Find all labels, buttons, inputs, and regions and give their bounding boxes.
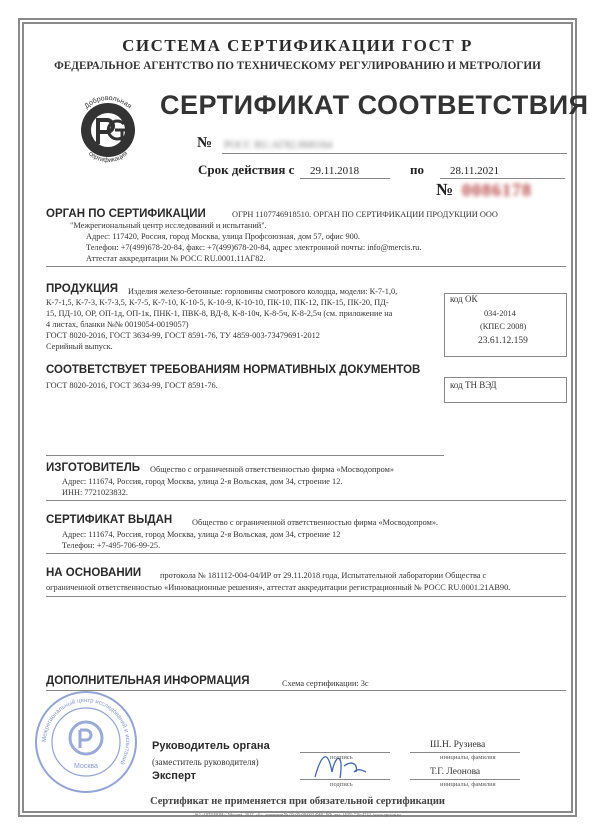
manufacturer-line-3: ИНН: 7721023832. bbox=[62, 488, 128, 497]
organ-stamp bbox=[32, 688, 140, 796]
stamp-text: Межрегиональный центр исследований и испытаний bbox=[41, 697, 131, 766]
organ-line-5: Аттестат аккредитации № РОСС RU.0001.11АГ82. bbox=[86, 254, 266, 263]
number-underline bbox=[222, 153, 567, 154]
head-name-line bbox=[410, 752, 520, 753]
blank-number: 0086178 bbox=[462, 180, 532, 200]
expert-label: Эксперт bbox=[152, 770, 197, 782]
requirements-heading: СООТВЕТСТВУЕТ ТРЕБОВАНИЯМ НОРМАТИВНЫХ ДОКУМЕНТОВ bbox=[46, 364, 421, 376]
product-line-1: Изделия железо-бетонные: горловины смотрового колодца, модели: К-7-1,0, bbox=[128, 287, 398, 296]
number-sign: № bbox=[197, 135, 213, 151]
manufacturer-line-2: Адрес: 111674, Россия, город Москва, улица 2-я Вольская, дом 34, строение 12. bbox=[62, 477, 343, 486]
footer-print-line: АО «ОПЦИОН», Москва, 2017, «Б», лицензия № 05-05-09/003 ФНС РФ, тел. (495) 726-4742, www.opcion.ru bbox=[194, 812, 401, 817]
stamp-city: Москва bbox=[74, 763, 98, 770]
organ-underline bbox=[46, 266, 566, 267]
basis-heading: НА ОСНОВАНИИ bbox=[46, 567, 142, 579]
certificate-number: РОСС RU.АГ82.Н00164 bbox=[224, 140, 333, 151]
organ-line-3: Адрес: 117420, Россия, город Москва, улица Профсоюзная, дом 57, офис 900. bbox=[86, 232, 360, 241]
issued-underline bbox=[46, 553, 566, 554]
requirements-text: ГОСТ 8020-2016, ГОСТ 3634-99, ГОСТ 8591-76. bbox=[46, 381, 218, 390]
system-title: СИСТЕМА СЕРТИФИКАЦИИ ГОСТ Р bbox=[122, 36, 473, 55]
ok-code-2: (КПЕС 2008) bbox=[480, 322, 527, 331]
expert-sign-caption: подпись bbox=[330, 781, 353, 788]
ok-code-label: код ОК bbox=[450, 294, 478, 304]
organ-line-2: "Межрегиональный центр исследований и испытаний". bbox=[70, 221, 267, 230]
footer-note: Сертификат не применяется при обязательной сертификации bbox=[150, 796, 445, 807]
tn-code-label: код ТН ВЭД bbox=[450, 380, 497, 390]
additional-heading: ДОПОЛНИТЕЛЬНАЯ ИНФОРМАЦИЯ bbox=[46, 675, 250, 687]
product-line-2: К-7-1,5, К-7-3, К-7-3,5, К-7-5, К-7-10, К-10-5, К-10-9, К-10-10, ПК-10, ПК-12, ПК-15, ПК-20, ПД- bbox=[46, 298, 389, 307]
organ-line-1: ОГРН 1107746918510. ОРГАН ПО СЕРТИФИКАЦИИ ПРОДУКЦИИ ООО bbox=[232, 210, 498, 219]
issued-line-2: Адрес: 111674, Россия, город Москва, улица 2-я Вольская, дом 34, строение 12 bbox=[62, 530, 341, 539]
head-name: Ш.Н. Рузиева bbox=[430, 740, 486, 750]
requirements-underline bbox=[46, 455, 444, 456]
organ-heading: ОРГАН ПО СЕРТИФИКАЦИИ bbox=[46, 208, 206, 220]
validity-to-label: по bbox=[410, 162, 424, 177]
basis-line-2: ограниченной ответственностью «Инновационные решения», аттестат аккредитации регистрационный № РОСС RU.0001.21АВ90. bbox=[46, 583, 511, 592]
head-name-caption: инициалы, фамилия bbox=[440, 754, 496, 761]
valid-to: 28.11.2021 bbox=[450, 165, 500, 177]
basis-line-1: протокола № 181112-004-04/ИР от 29.11.2018 года, Испытательной лаборатории Общества с bbox=[160, 571, 487, 580]
voluntary-certification-logo bbox=[68, 90, 148, 170]
expert-name-caption: инициалы, фамилия bbox=[440, 781, 496, 788]
additional-text: Схема сертификации: 3с bbox=[282, 679, 369, 688]
product-line-4: 4 листах, бланки №№ 0019054-0019057) bbox=[46, 320, 189, 329]
ok-code-3: 23.61.12.159 bbox=[478, 336, 528, 346]
head-sign-line bbox=[300, 752, 390, 753]
validity-label: Срок действия с bbox=[198, 162, 295, 177]
manufacturer-heading: ИЗГОТОВИТЕЛЬ bbox=[46, 462, 141, 474]
deputy-label: (заместитель руководителя) bbox=[152, 757, 259, 767]
head-label: Руководитель органа bbox=[152, 740, 270, 752]
ok-code-1: 034-2014 bbox=[484, 309, 516, 318]
product-line-5: ГОСТ 8020-2016, ГОСТ 3634-99, ГОСТ 8591-76, ТУ 4859-003-73479691-2012 bbox=[46, 331, 320, 340]
issued-line-3: Телефон: +7-495-706-99-25. bbox=[62, 541, 161, 550]
blank-number-sign: № bbox=[436, 180, 454, 199]
expert-name-line bbox=[410, 779, 520, 780]
date-from-underline bbox=[300, 178, 390, 179]
logo-top-text: Добровольная bbox=[83, 94, 133, 111]
expert-sign-line bbox=[300, 779, 390, 780]
document-title: СЕРТИФИКАТ СООТВЕТСТВИЯ bbox=[160, 90, 589, 120]
expert-name: Т.Г. Леонова bbox=[430, 767, 481, 777]
product-line-3: 15, ПД-10, ОР, ОП-1д, ОП-1к, ПНК-1, ПВК-8, ВД-8, К-8-10ч, К-8-5ч, К-8-2,5ч (см. приложение на bbox=[46, 309, 393, 318]
product-heading: ПРОДУКЦИЯ bbox=[46, 283, 119, 295]
logo-bottom-text: сертификация bbox=[86, 150, 130, 165]
manufacturer-underline bbox=[46, 500, 566, 501]
valid-from: 29.11.2018 bbox=[310, 165, 360, 177]
date-to-underline bbox=[440, 178, 565, 179]
issued-heading: СЕРТИФИКАТ ВЫДАН bbox=[46, 514, 173, 526]
manufacturer-line-1: Общество с ограниченной ответственностью фирма «Мосводопром» bbox=[150, 465, 394, 474]
basis-underline bbox=[46, 596, 566, 597]
issued-line-1: Общество с ограниченной ответственностью фирма «Мосводопром». bbox=[192, 518, 439, 527]
head-sign-caption: подпись bbox=[330, 754, 353, 761]
agency-title: ФЕДЕРАЛЬНОЕ АГЕНТСТВО ПО ТЕХНИЧЕСКОМУ РЕГУЛИРОВАНИЮ И МЕТРОЛОГИИ bbox=[54, 60, 541, 72]
organ-line-4: Телефон: +7(499)678-20-84, факс: +7(499)678-20-84, адрес электронной почты: info@mercis.ru. bbox=[86, 243, 422, 252]
product-line-6: Серийный выпуск. bbox=[46, 342, 113, 351]
